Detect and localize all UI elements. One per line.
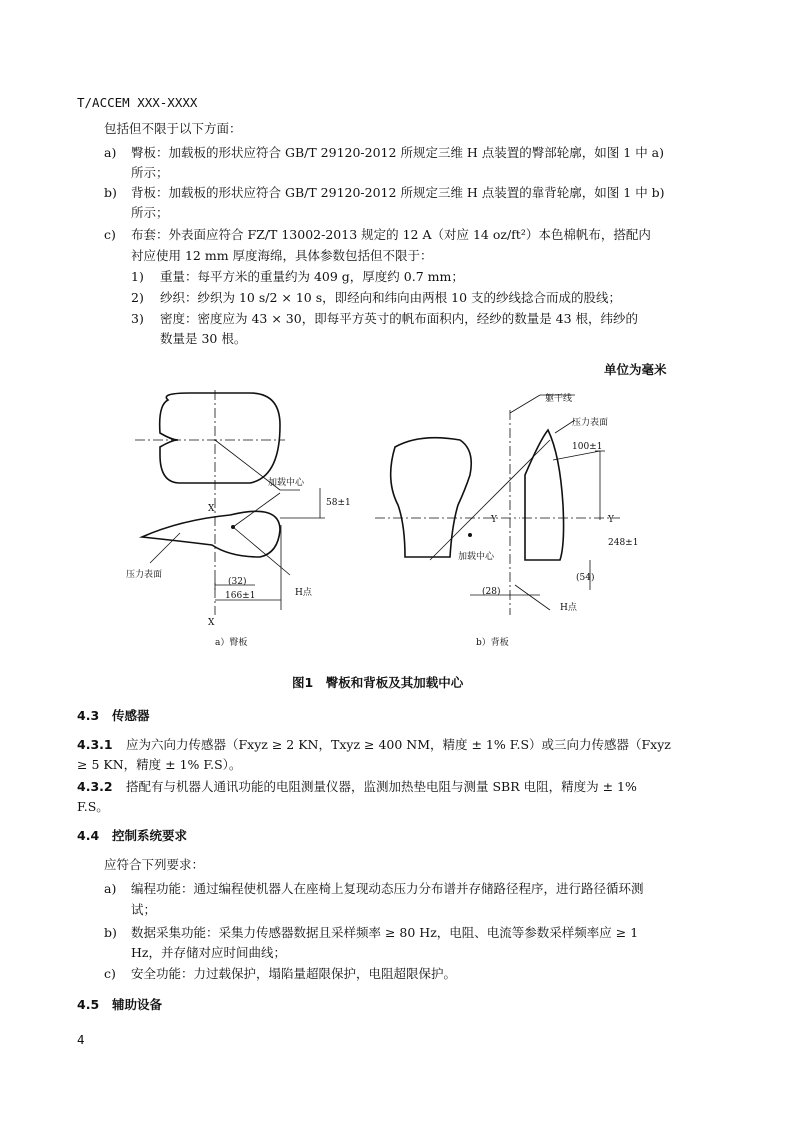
section-number: 4.4 bbox=[77, 828, 100, 843]
sub-item-text-cont: 数量是 30 根。 bbox=[160, 331, 247, 346]
document-code-header: T/ACCEM XXX-XXXX bbox=[77, 95, 198, 110]
list-item-text: 布套：外表面应符合 FZ/T 13002-2013 规定的 12 A（对应 14 oz/ft²）本色棉帆布，搭配内 bbox=[131, 227, 651, 242]
hip-x-label-bottom: X bbox=[208, 618, 215, 628]
section-title: 传感器 bbox=[112, 708, 150, 723]
back-pressure-surface-label: 压力表面 bbox=[572, 418, 609, 428]
clause-text-cont: ≥ 5 KN，精度 ± 1% F.S）。 bbox=[77, 757, 242, 772]
back-plate-front-outline bbox=[391, 438, 472, 557]
figure-title: 图1 臀板和背板及其加载中心 bbox=[292, 675, 464, 690]
list-item-label: c) bbox=[104, 227, 116, 242]
list-item-text-cont: 所示； bbox=[131, 205, 169, 220]
intro-text: 包括但不限于以下方面： bbox=[104, 121, 242, 136]
back-plate-side-outline bbox=[525, 430, 564, 560]
back-y-label-right: Y bbox=[608, 515, 614, 525]
hip-load-center-label: 加载中心 bbox=[268, 478, 305, 488]
sub-item-label: 3) bbox=[131, 311, 144, 326]
hip-h-point-label: H点 bbox=[295, 588, 312, 598]
back-dim-100: 100±1 bbox=[572, 442, 603, 452]
list-item-text: 数据采集功能：采集力传感器数据且采样频率 ≥ 80 Hz，电阻、电流等参数采样频率应 ≥ 1 bbox=[131, 925, 639, 940]
sub-item-text: 密度：密度应为 43 × 30，即每平方英寸的帆布面积内，经纱的数量是 43 根，纬纱的 bbox=[160, 311, 639, 326]
list-item-label: a) bbox=[104, 145, 117, 160]
list-item-label: c) bbox=[104, 966, 116, 981]
back-load-center-label: 加载中心 bbox=[458, 552, 495, 562]
clause-number: 4.3.2 bbox=[77, 779, 113, 794]
list-item-text-cont: Hz，并存储对应时间曲线； bbox=[131, 945, 286, 960]
hip-x-label-top: X bbox=[208, 504, 215, 514]
page-number: 4 bbox=[77, 1032, 85, 1047]
figure-1 bbox=[120, 385, 680, 660]
list-item-text: 臀板：加载板的形状应符合 GB/T 29120-2012 所规定三维 H 点装置的臀部轮廓，如图 1 中 a) bbox=[131, 145, 664, 160]
list-item-text: 编程功能：通过编程使机器人在座椅上复现动态压力分布谱并存储路径程序，进行路径循环测 bbox=[131, 881, 644, 896]
clause-number: 4.3.1 bbox=[77, 737, 113, 752]
hip-dim-166: 166±1 bbox=[225, 591, 256, 601]
sub-item-text: 纱织：纱织为 10 s/2 × 10 s，即经向和纬向由两根 10 支的纱线捻合而成的股线； bbox=[160, 290, 621, 305]
back-y-label-left: Y bbox=[491, 515, 497, 525]
list-item-label: a) bbox=[104, 881, 117, 896]
back-dim-28: (28) bbox=[482, 587, 501, 597]
unit-note: 单位为毫米 bbox=[604, 362, 667, 377]
sub-item-label: 1) bbox=[131, 269, 144, 284]
list-item-text-cont: 试； bbox=[131, 902, 157, 917]
back-dim-248: 248±1 bbox=[608, 538, 639, 548]
hip-plate-top-outline bbox=[160, 393, 280, 483]
section-number: 4.5 bbox=[77, 997, 100, 1012]
back-h-point-label: H点 bbox=[560, 603, 577, 613]
hip-pressure-surface-label: 压力表面 bbox=[126, 570, 163, 580]
list-item-text-cont: 所示； bbox=[131, 165, 169, 180]
hip-plate-caption: a）臀板 bbox=[215, 638, 248, 648]
list-item-text-cont: 衬应使用 12 mm 厚度海绵，具体参数包括但不限于： bbox=[131, 248, 433, 263]
clause-text: 应为六向力传感器（Fxyz ≥ 2 KN，Txyz ≥ 400 NM，精度 ± 1% F.S）或三向力传感器（Fxyz bbox=[126, 737, 671, 752]
section-number: 4.3 bbox=[77, 708, 100, 723]
list-item-text: 安全功能：力过载保护，塌陷量超限保护，电阻超限保护。 bbox=[131, 966, 457, 981]
figure-1-drawing bbox=[120, 385, 680, 660]
requirements-intro: 应符合下列要求： bbox=[104, 857, 205, 872]
section-title: 辅助设备 bbox=[112, 997, 163, 1012]
sub-item-label: 2) bbox=[131, 290, 144, 305]
back-plate-caption: b）背板 bbox=[476, 638, 509, 648]
hip-dim-58: 58±1 bbox=[326, 498, 351, 508]
sub-item-text: 重量：每平方米的重量约为 409 g，厚度约 0.7 mm； bbox=[160, 269, 464, 284]
list-item-label: b) bbox=[104, 925, 117, 940]
back-torso-line-label: 躯干线 bbox=[545, 394, 573, 404]
section-title: 控制系统要求 bbox=[112, 828, 188, 843]
clause-text: 搭配有与机器人通讯功能的电阻测量仪器，监测加热垫电阻与测量 SBR 电阻，精度为 ± 1% bbox=[126, 779, 637, 794]
hip-dim-32: (32) bbox=[228, 577, 247, 587]
list-item-label: b) bbox=[104, 185, 117, 200]
clause-text-cont: F.S。 bbox=[77, 799, 109, 814]
list-item-text: 背板：加载板的形状应符合 GB/T 29120-2012 所规定三维 H 点装置的靠背轮廓，如图 1 中 b) bbox=[131, 185, 665, 200]
back-dim-54: (54) bbox=[576, 573, 595, 583]
